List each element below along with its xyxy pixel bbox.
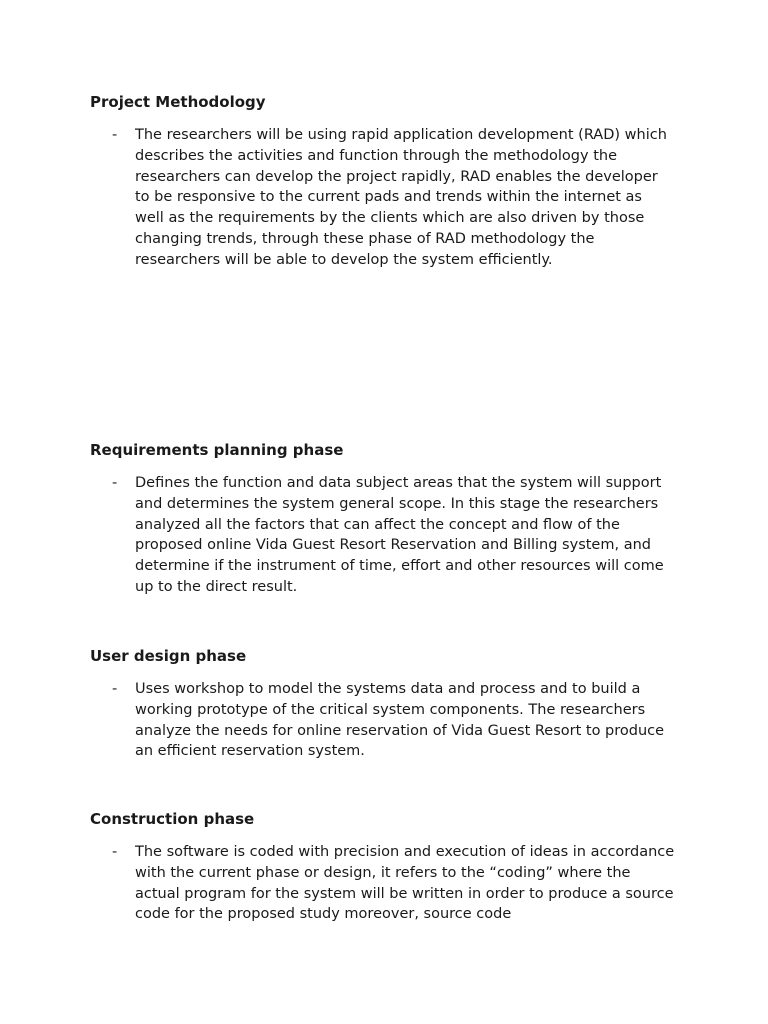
bullet-text: The software is coded with precision and execution of ideas in accordance with the current phase or design, it refers to the “coding” where the actual program for the system will be written in order to produce a source code for the proposed study moreover, source code bbox=[135, 844, 675, 923]
bullet-paragraph bbox=[90, 842, 675, 925]
section-heading: Requirements planning phase bbox=[90, 441, 344, 459]
bullet-dash: - bbox=[112, 844, 118, 860]
bullet-paragraph bbox=[90, 125, 675, 271]
bullet-text: Uses workshop to model the systems data and process and to build a working prototype of the critical system components. The researchers analyze the needs for online reservation of Vida Guest Resort to produce an efficient reservation system. bbox=[135, 681, 665, 760]
bullet-paragraph bbox=[90, 679, 675, 762]
bullet-text: Defines the function and data subject areas that the system will support and determines the system general scope. In this stage the researchers analyzed all the factors that can affect the concept and flow of the proposed online Vida Guest Resort Reservation and Billing system, and determine if the instrument of time, effort and other resources will come up to the direct result. bbox=[135, 475, 664, 595]
bullet-text: The researchers will be using rapid application development (RAD) which describes the activities and function through the methodology the researchers can develop the project rapidly, RAD enables the developer to be responsive to the current pads and trends within the internet as well as the requirements by the clients which are also driven by those changing trends, through these phase of RAD methodology the researchers will be able to develop the system efficiently. bbox=[135, 127, 667, 268]
section-project-methodology bbox=[90, 92, 690, 271]
section-heading: User design phase bbox=[90, 647, 247, 665]
section-heading: Project Methodology bbox=[90, 93, 266, 111]
bullet-dash: - bbox=[112, 475, 118, 491]
section-user-design bbox=[90, 646, 690, 762]
section-construction bbox=[90, 809, 690, 925]
section-heading: Construction phase bbox=[90, 810, 255, 828]
bullet-paragraph bbox=[90, 473, 675, 598]
bullet-dash: - bbox=[112, 127, 118, 143]
section-requirements-planning bbox=[90, 440, 690, 598]
bullet-dash: - bbox=[112, 681, 118, 697]
